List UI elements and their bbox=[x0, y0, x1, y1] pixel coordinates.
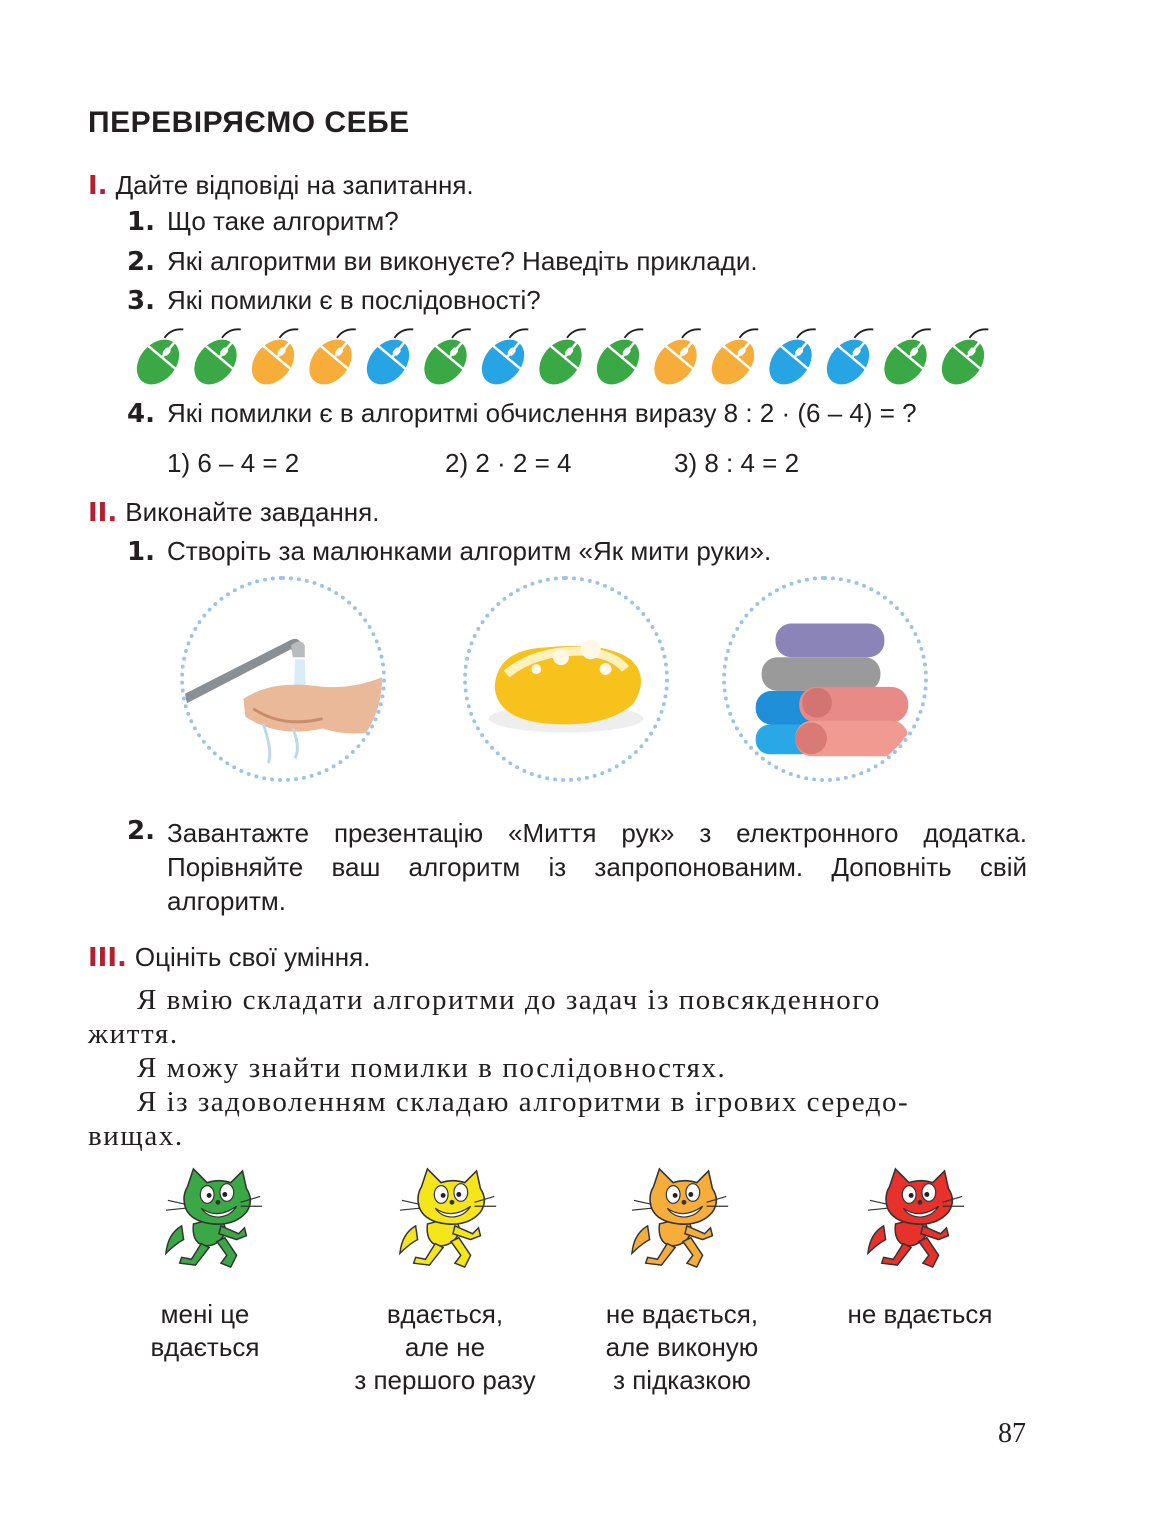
task-number: 1. bbox=[127, 537, 155, 567]
cat-part bbox=[166, 1226, 184, 1253]
cat-part bbox=[686, 1184, 700, 1202]
green-cat-icon bbox=[160, 1165, 272, 1273]
label-line: мені це bbox=[160, 1299, 250, 1329]
rating-label-1 bbox=[105, 1298, 305, 1364]
soap-icon bbox=[463, 576, 669, 782]
mouse-icon bbox=[588, 322, 658, 388]
question-2 bbox=[127, 246, 758, 277]
cat-part bbox=[924, 1192, 929, 1197]
task-number: 2. bbox=[127, 816, 155, 846]
cat-part bbox=[868, 1226, 886, 1253]
cat-part bbox=[909, 1193, 914, 1198]
page-title: ПЕРЕВІРЯЄМО СЕБЕ bbox=[88, 106, 410, 139]
label-line: не вдається, bbox=[605, 1299, 759, 1329]
question-number: 3. bbox=[127, 286, 155, 316]
task-text: Створіть за малюнками алгоритм «Як мити руки». bbox=[166, 536, 772, 566]
section-3-roman: III. bbox=[88, 943, 127, 973]
cat-part bbox=[673, 1193, 678, 1198]
mouse-icon bbox=[186, 322, 256, 388]
skill-line-1-cont: життя. bbox=[88, 1018, 179, 1050]
mouse-sequence bbox=[128, 322, 998, 388]
page-number: 87 bbox=[998, 1418, 1026, 1449]
red-cat-icon bbox=[862, 1165, 974, 1273]
task-text: Завантажте презентацію «Миття рук» з електронного додатка. Порівняйте ваш алгоритм із запропонованим. Доповніть свій алгоритм. bbox=[167, 818, 1027, 916]
cat-part bbox=[414, 1244, 443, 1266]
yellow-cat-icon bbox=[394, 1165, 506, 1273]
mouse-icon bbox=[703, 322, 773, 388]
mouse-icon bbox=[761, 322, 831, 388]
label-line: вдається, bbox=[386, 1299, 504, 1329]
orange-cat-icon bbox=[626, 1165, 738, 1273]
question-number: 4. bbox=[127, 399, 155, 429]
section-1-roman: I. bbox=[88, 171, 108, 201]
label-line: але не bbox=[404, 1332, 486, 1362]
cat-part bbox=[450, 1200, 455, 1205]
cat-part bbox=[441, 1193, 446, 1198]
mouse-icon bbox=[128, 322, 198, 388]
question-text: Що таке алгоритм? bbox=[166, 206, 399, 236]
label-line: з підказкою bbox=[613, 1365, 751, 1395]
mouse-icon bbox=[416, 322, 486, 388]
cat-part bbox=[632, 1226, 650, 1253]
towels-icon bbox=[722, 576, 928, 782]
cat-part bbox=[882, 1244, 911, 1266]
cat-part bbox=[451, 1238, 471, 1267]
question-4 bbox=[127, 398, 917, 429]
cat-part bbox=[918, 1200, 923, 1205]
cat-part bbox=[216, 1200, 221, 1205]
cat-part bbox=[454, 1184, 468, 1202]
section-1-text: Дайте відповіді на запитання. bbox=[115, 170, 474, 200]
option-1: 1) 6 – 4 = 2 bbox=[167, 448, 300, 478]
section-2-heading bbox=[88, 497, 379, 528]
mouse-icon bbox=[933, 322, 998, 388]
cat-part bbox=[919, 1238, 939, 1267]
mouse-icon bbox=[531, 322, 601, 388]
label-line: з першого разу bbox=[354, 1365, 536, 1395]
cat-part bbox=[646, 1244, 675, 1266]
skill-line-3-cont: вищах. bbox=[88, 1120, 184, 1152]
cat-part bbox=[683, 1238, 703, 1267]
faucet-hands-icon bbox=[180, 576, 386, 782]
cat-part bbox=[688, 1192, 693, 1197]
section-2-text: Виконайте завдання. bbox=[125, 497, 380, 527]
cat-part bbox=[217, 1238, 237, 1267]
mouse-icon bbox=[876, 322, 946, 388]
cat-part bbox=[400, 1226, 418, 1253]
cat-part bbox=[682, 1200, 687, 1205]
cat-part bbox=[207, 1193, 212, 1198]
question-text: Які алгоритми ви виконуєте? Наведіть приклади. bbox=[166, 246, 758, 276]
question-1 bbox=[127, 206, 399, 237]
mouse-icon bbox=[243, 322, 313, 388]
question-text: Які помилки є в послідовності? bbox=[166, 285, 541, 315]
mouse-icon bbox=[358, 322, 428, 388]
rating-label-4 bbox=[820, 1298, 1020, 1331]
mouse-icon bbox=[818, 322, 888, 388]
skill-line-1: Я вмію складати алгоритми до задач із повсякденного bbox=[137, 984, 881, 1016]
question-number: 2. bbox=[127, 247, 155, 277]
mouse-icon bbox=[301, 322, 371, 388]
cat-part bbox=[180, 1244, 209, 1266]
task-2 bbox=[127, 816, 1027, 918]
label-line: але виконую bbox=[605, 1332, 759, 1362]
skill-line-2: Я можу знайти помилки в послідовностях. bbox=[137, 1052, 727, 1084]
label-line: не вдається bbox=[847, 1299, 993, 1329]
skill-line-3: Я із задоволенням складаю алгоритми в ігрових середо- bbox=[137, 1086, 910, 1118]
mouse-icon bbox=[646, 322, 716, 388]
option-3: 3) 8 : 4 = 2 bbox=[674, 448, 800, 478]
rating-label-2 bbox=[330, 1298, 560, 1397]
mouse-icon bbox=[473, 322, 543, 388]
label-line: вдається bbox=[150, 1332, 260, 1362]
rating-label-3 bbox=[570, 1298, 794, 1397]
cat-part bbox=[456, 1192, 461, 1197]
cat-part bbox=[922, 1184, 936, 1202]
question-3 bbox=[127, 285, 541, 316]
section-3-text: Оцініть свої уміння. bbox=[134, 942, 371, 972]
option-2: 2) 2 · 2 = 4 bbox=[445, 448, 572, 478]
question-number: 1. bbox=[127, 207, 155, 237]
section-2-roman: II. bbox=[88, 498, 118, 528]
section-3-heading bbox=[88, 942, 370, 973]
task-1 bbox=[127, 536, 771, 567]
question-text: Які помилки є в алгоритмі обчислення виразу 8 : 2 · (6 – 4) = ? bbox=[166, 398, 917, 428]
cat-part bbox=[220, 1184, 234, 1202]
section-1-heading bbox=[88, 170, 474, 201]
cat-part bbox=[222, 1192, 227, 1197]
